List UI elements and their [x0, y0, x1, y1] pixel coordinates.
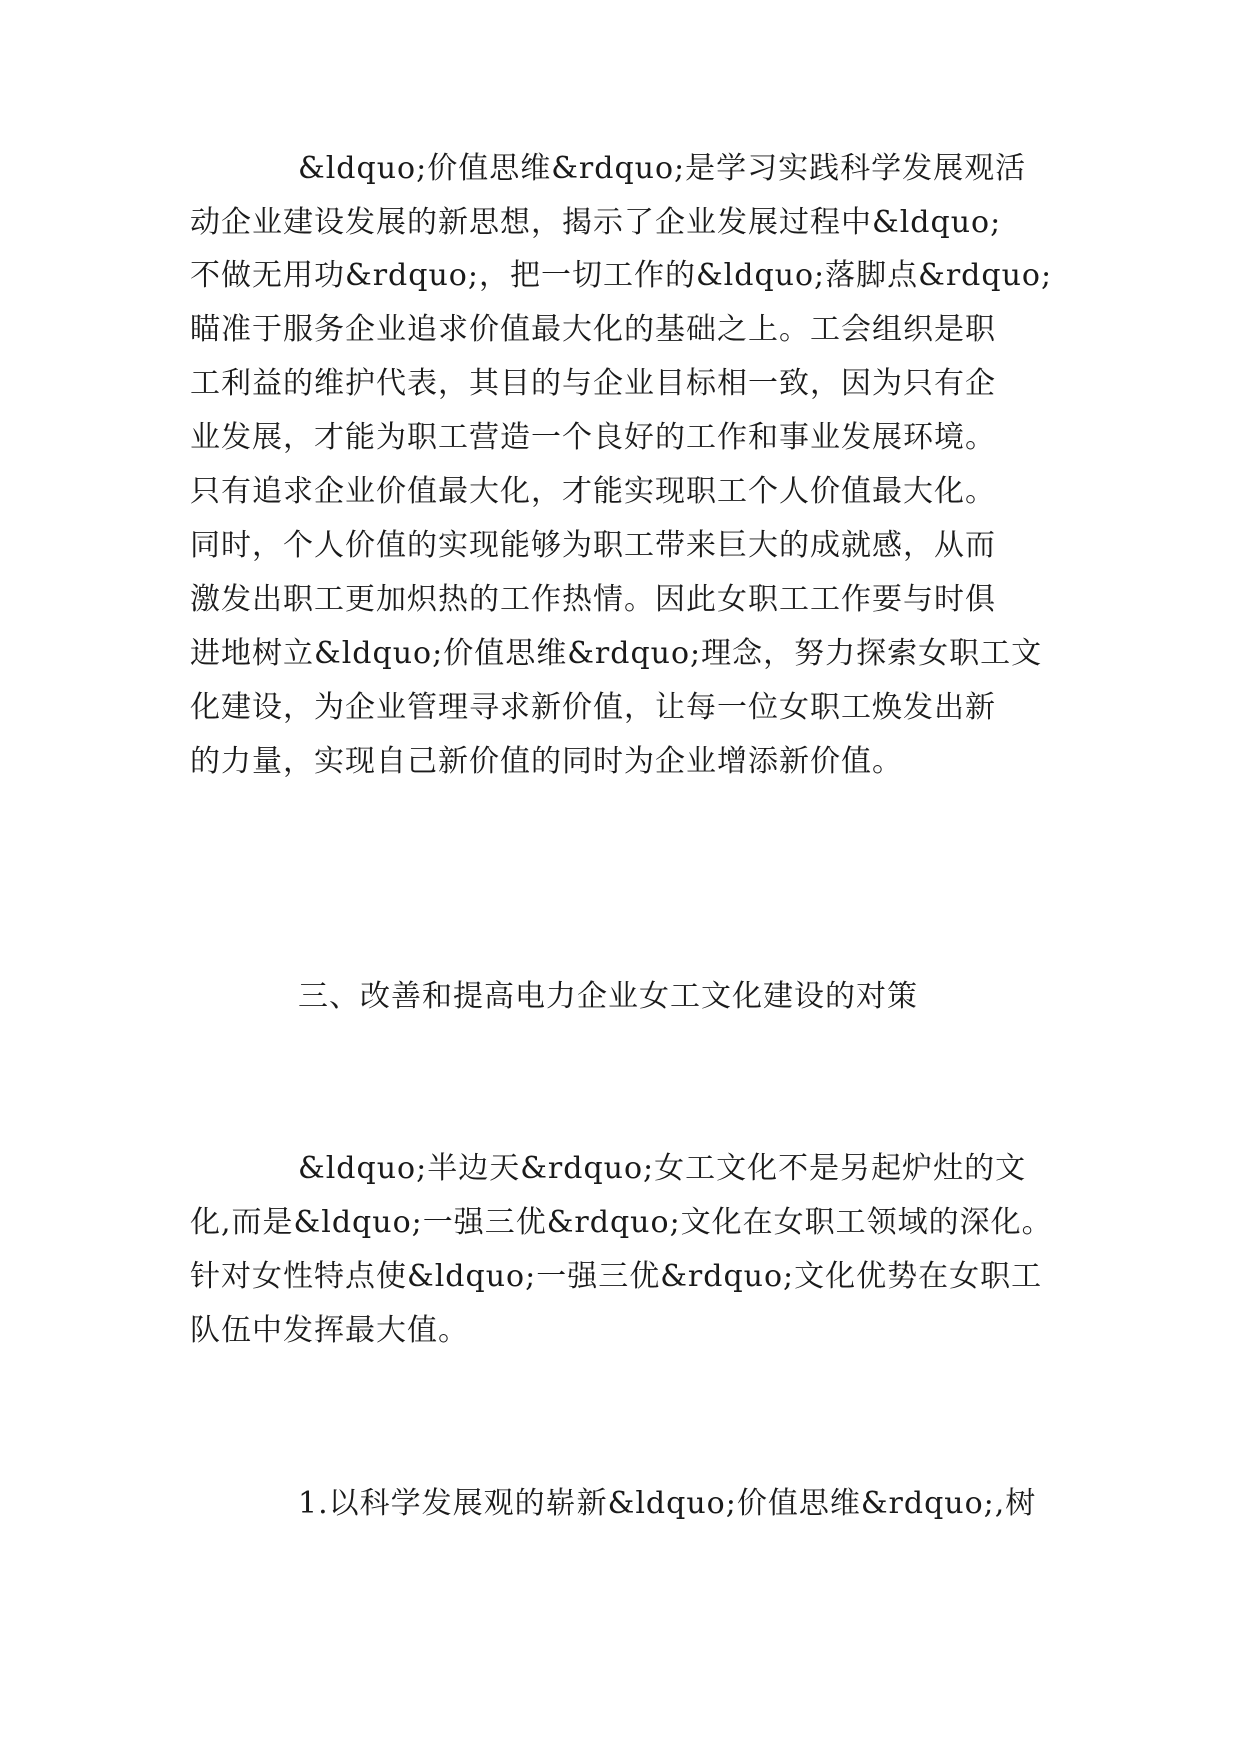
section-heading: 三、改善和提高电力企业女工文化建设的对策 [298, 979, 918, 1014]
text-line: 工利益的维护代表，其目的与企业目标相一致，因为只有企 [190, 366, 996, 401]
text-line: 同时，个人价值的实现能够为职工带来巨大的成就感，从而 [190, 528, 996, 563]
text-line: 针对女性特点使&ldquo;一强三优&rdquo;文化优势在女职工 [190, 1259, 1043, 1294]
subsection-heading: 1.以科学发展观的崭新&ldquo;价值思维&rdquo;,树 [298, 1486, 1037, 1521]
text-line: 瞄准于服务企业追求价值最大化的基础之上。工会组织是职 [190, 312, 996, 347]
text-line: 化建设，为企业管理寻求新价值，让每一位女职工焕发出新 [190, 690, 996, 725]
text-line: 只有追求企业价值最大化，才能实现职工个人价值最大化。 [190, 474, 996, 509]
text-line: 队伍中发挥最大值。 [190, 1313, 469, 1348]
text-line: &ldquo;价值思维&rdquo;是学习实践科学发展观活 [298, 151, 1027, 186]
text-line: 动企业建设发展的新思想，揭示了企业发展过程中&ldquo; [190, 205, 1002, 240]
text-line: 激发出职工更加炽热的工作热情。因此女职工工作要与时俱 [190, 582, 996, 617]
text-line: 的力量，实现自己新价值的同时为企业增添新价值。 [190, 744, 903, 779]
text-line: 化,而是&ldquo;一强三优&rdquo;文化在女职工领域的深化。 [190, 1205, 1053, 1240]
text-line: &ldquo;半边天&rdquo;女工文化不是另起炉灶的文 [298, 1151, 1027, 1186]
text-line: 不做无用功&rdquo;，把一切工作的&ldquo;落脚点&rdquo; [190, 258, 1053, 293]
text-line: 业发展，才能为职工营造一个良好的工作和事业发展环境。 [190, 420, 996, 455]
text-line: 进地树立&ldquo;价值思维&rdquo;理念，努力探索女职工文 [190, 636, 1043, 671]
